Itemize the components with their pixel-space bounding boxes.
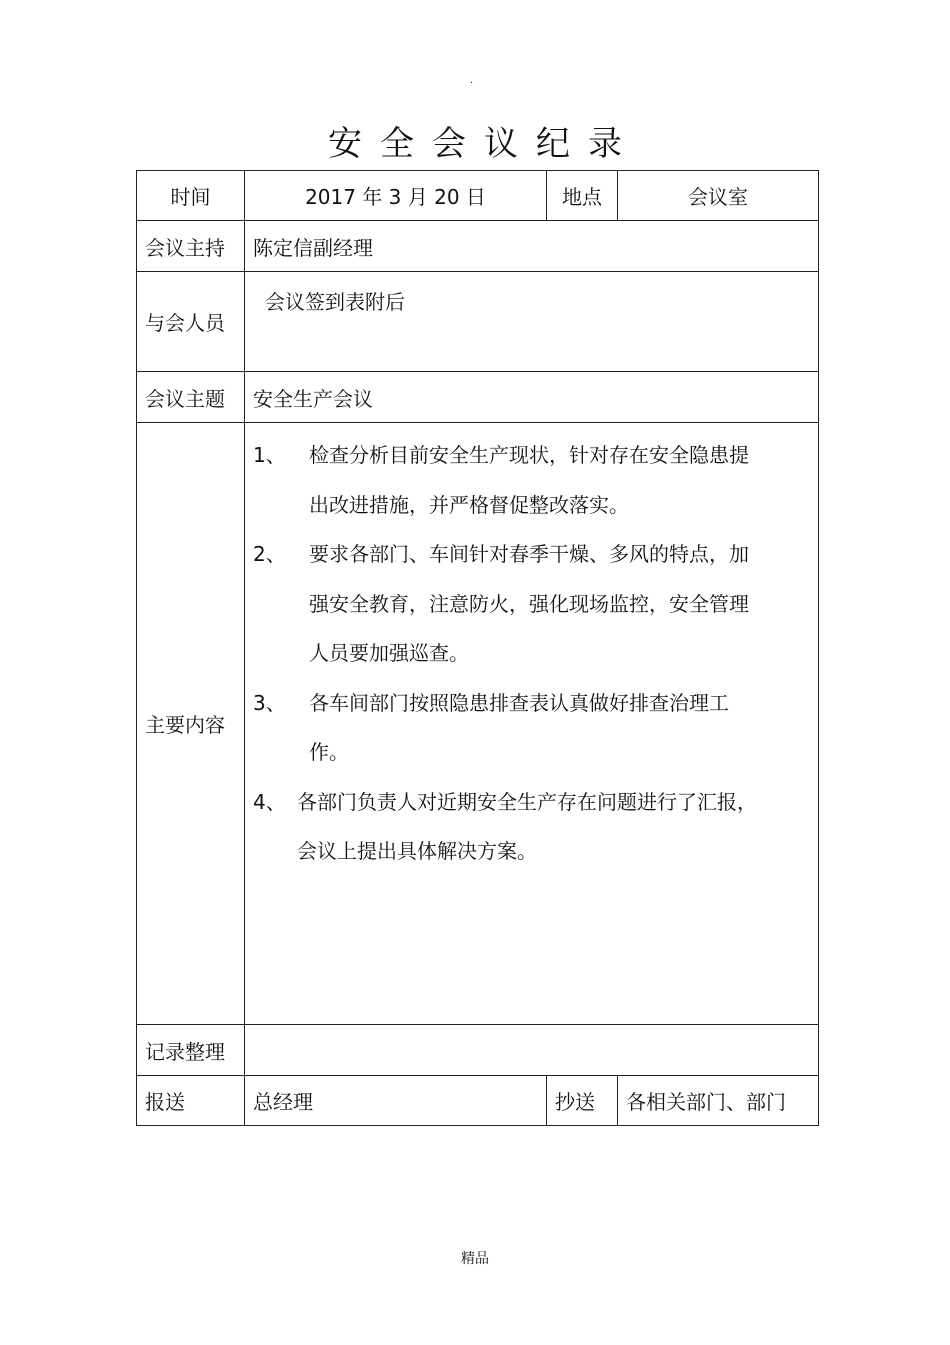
- participants-label: 与会人员: [137, 272, 245, 372]
- item-line: 各车间部门按照隐患排查表认真做好排查治理工: [309, 690, 729, 715]
- item-line: 各部门负责人对近期安全生产存在问题进行了汇报，: [297, 789, 757, 814]
- content-item: [253, 431, 818, 530]
- item-line: 作。: [309, 740, 349, 764]
- send-value: 总经理: [245, 1076, 547, 1126]
- host-value: 陈定信副经理: [245, 221, 819, 272]
- content-label: 主要内容: [137, 423, 245, 1025]
- meeting-record-table: [136, 170, 819, 1126]
- item-number: 1、: [253, 443, 286, 467]
- cc-value: 各相关部门、部门: [618, 1076, 819, 1126]
- recorder-value: [245, 1025, 819, 1076]
- item-line: 要求各部门、车间针对春季干燥、多风的特点，加: [309, 542, 749, 566]
- row-recorder: [137, 1025, 819, 1076]
- row-time: [137, 171, 819, 221]
- page-title: 安全会议纪录: [328, 124, 640, 164]
- time-value: 2017 年 3 月 20 日: [245, 171, 547, 221]
- place-value: 会议室: [618, 171, 819, 221]
- row-send: [137, 1076, 819, 1126]
- item-line: 人员要加强巡查。: [309, 641, 469, 665]
- participants-value: 会议签到表附后: [265, 290, 405, 314]
- item-number: 4、: [253, 789, 286, 814]
- row-topic: [137, 372, 819, 423]
- send-label: 报送: [137, 1076, 245, 1126]
- row-host: [137, 221, 819, 272]
- cc-label: 抄送: [547, 1076, 618, 1126]
- item-line: 出改进措施，并严格督促整改落实。: [309, 492, 629, 517]
- recorder-label: 记录整理: [137, 1025, 245, 1076]
- place-label: 地点: [547, 171, 618, 221]
- content-cell: [245, 423, 819, 1025]
- item-number: 3、: [253, 690, 286, 715]
- content-list: [253, 423, 818, 877]
- content-item: [253, 530, 818, 679]
- participants-cell: [245, 272, 819, 372]
- item-number: 2、: [253, 542, 286, 566]
- footer-text: 精品: [461, 1251, 489, 1267]
- host-label: 会议主持: [137, 221, 245, 272]
- time-label: 时间: [137, 171, 245, 221]
- content-item: [253, 778, 818, 877]
- topic-label: 会议主题: [137, 372, 245, 423]
- item-line: 检查分析目前安全生产现状，针对存在安全隐患提: [309, 443, 749, 467]
- item-line: 强安全教育，注意防火，强化现场监控，安全管理: [309, 591, 749, 616]
- topic-value: 安全生产会议: [245, 372, 819, 423]
- page-dot: .: [470, 75, 474, 86]
- content-item: [253, 679, 818, 778]
- row-participants: [137, 272, 819, 372]
- item-line: 会议上提出具体解决方案。: [297, 839, 537, 863]
- row-content: [137, 423, 819, 1025]
